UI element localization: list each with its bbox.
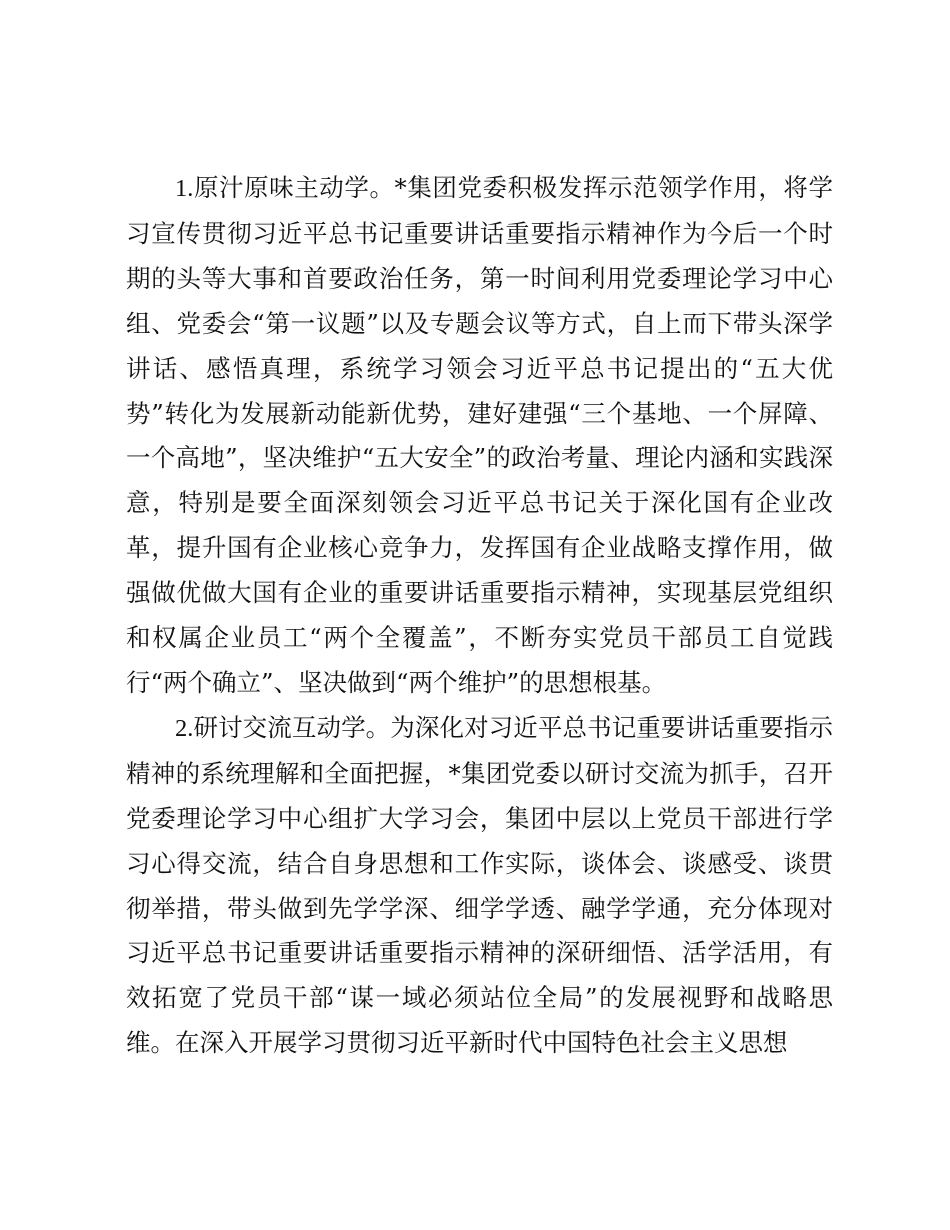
paragraph-2-number: 2. [175,714,194,742]
document-body [126,166,833,1066]
paragraph-1 [126,166,833,706]
paragraph-2-text: 研讨交流互动学。为深化对习近平总书记重要讲话重要指示精神的系统理解和全面把握，*集团党委以研讨交流为抓手，召开党委理论学习中心组扩大学习会，集团中层以上党员干部进行学习心得交流，结合自身思想和工作实际，谈体会、谈感受、谈贯彻举措，带头做到先学学深、细学学透、融学学通，充分体现对习近平总书记重要讲话重要指示精神的深研细悟、活学活用，有效拓宽了党员干部“谋一域必须站位全局”的发展视野和战略思维。在深入开展学习贯彻习近平新时代中国特色社会主义思想 [126,712,833,1058]
paragraph-1-text: 原汁原味主动学。*集团党委积极发挥示范领学作用，将学习宣传贯彻习近平总书记重要讲话重要指示精神作为今后一个时期的头等大事和首要政治任务，第一时间利用党委理论学习中心组、党委会“第一议题”以及专题会议等方式，自上而下带头深学讲话、感悟真理，系统学习领会习近平总书记提出的“五大优势”转化为发展新动能新优势，建好建强“三个基地、一个屏障、一个高地”，坚决维护“五大安全”的政治考量、理论内涵和实践深意，特别是要全面深刻领会习近平总书记关于深化国有企业改革，提升国有企业核心竞争力，发挥国有企业战略支撑作用，做强做优做大国有企业的重要讲话重要指示精神，实现基层党组织和权属企业员工“两个全覆盖”，不断夯实党员干部员工自觉践行“两个确立”、坚决做到“两个维护”的思想根基。 [126,173,833,697]
paragraph-2 [126,706,833,1066]
paragraph-1-number: 1. [175,175,194,202]
